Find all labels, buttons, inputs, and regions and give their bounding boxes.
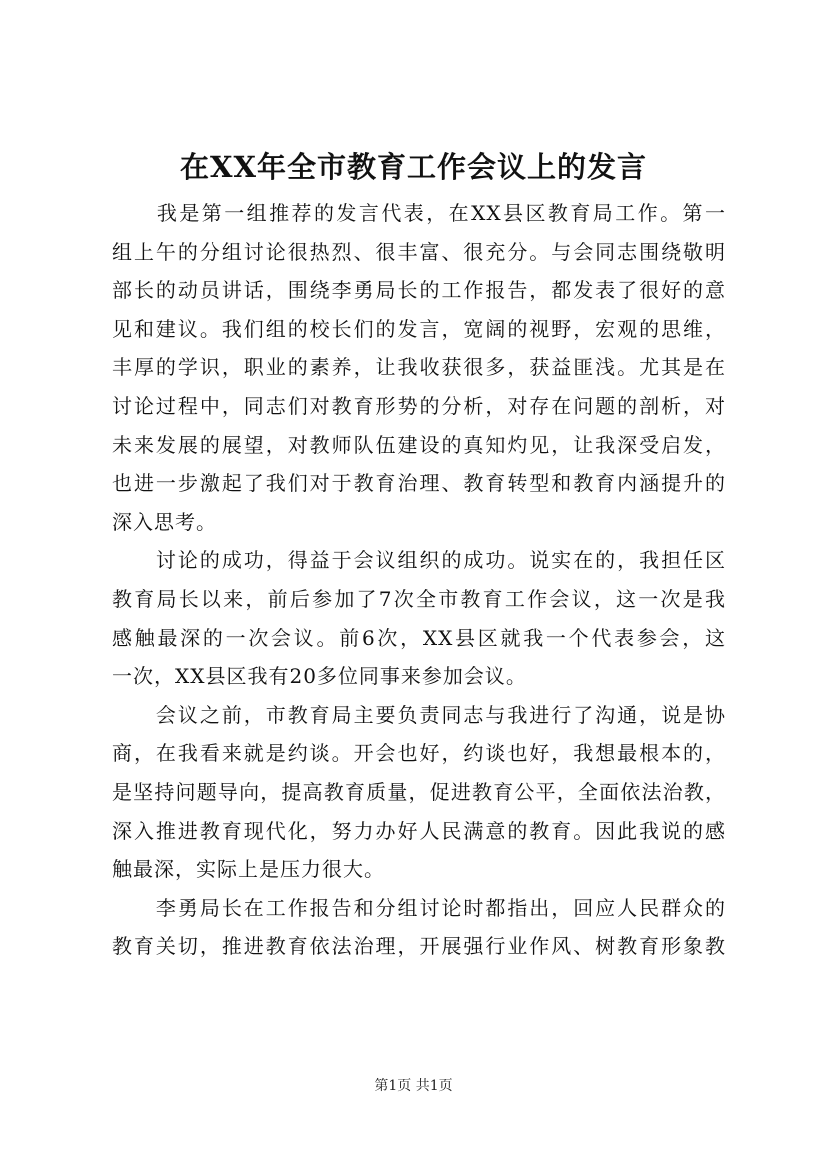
body-line-3: 部长的动员讲话，围绕李勇局长的工作报告，都发表了很好的意 bbox=[112, 278, 726, 303]
body-line-15: 商，在我看来就是约谈。开会也好，约谈也好，我想最根本的， bbox=[112, 741, 726, 766]
page-footer: 第1页 共1页 bbox=[374, 1078, 453, 1094]
body-line-17: 深入推进教育现代化，努力办好人民满意的教育。因此我说的感 bbox=[112, 818, 726, 843]
body-line-10: 讨论的成功，得益于会议组织的成功。说实在的，我担任区 bbox=[112, 548, 726, 573]
body-line-1: 我是第一组推荐的发言代表，在XX县区教育局工作。第一 bbox=[112, 201, 726, 225]
document-title: 在XX年全市教育工作会议上的发言 bbox=[179, 150, 647, 184]
body-line-6: 讨论过程中，同志们对教育形势的分析，对存在问题的剖析，对 bbox=[112, 393, 726, 418]
body-line-9: 深入思考。 bbox=[112, 509, 217, 534]
body-line-13: 一次，XX县区我有20多位同事来参加会议。 bbox=[112, 664, 527, 689]
body-line-12: 感触最深的一次会议。前6次，XX县区就我一个代表参会，这 bbox=[112, 625, 726, 650]
body-line-4: 见和建议。我们组的校长们的发言，宽阔的视野，宏观的思维， bbox=[112, 316, 726, 341]
body-line-18: 触最深，实际上是压力很大。 bbox=[112, 857, 385, 882]
body-line-14: 会议之前，市教育局主要负责同志与我进行了沟通，说是协 bbox=[112, 702, 726, 727]
document-body bbox=[112, 194, 726, 966]
body-line-2: 组上午的分组讨论很热烈、很丰富、很充分。与会同志围绕敬明 bbox=[112, 239, 726, 264]
body-line-11: 教育局长以来，前后参加了7次全市教育工作会议，这一次是我 bbox=[112, 586, 726, 611]
body-line-16: 是坚持问题导向，提高教育质量，促进教育公平，全面依法治教， bbox=[112, 779, 726, 804]
body-line-5: 丰厚的学识，职业的素养，让我收获很多，获益匪浅。尤其是在 bbox=[112, 355, 726, 380]
body-line-19: 李勇局长在工作报告和分组讨论时都指出，回应人民群众的 bbox=[112, 895, 726, 920]
body-line-7: 未来发展的展望，对教师队伍建设的真知灼见，让我深受启发， bbox=[112, 432, 726, 457]
body-line-20: 教育关切，推进教育依法治理，开展强行业作风、树教育形象教 bbox=[112, 934, 726, 959]
body-line-8: 也进一步激起了我们对于教育治理、教育转型和教育内涵提升的 bbox=[112, 471, 726, 496]
